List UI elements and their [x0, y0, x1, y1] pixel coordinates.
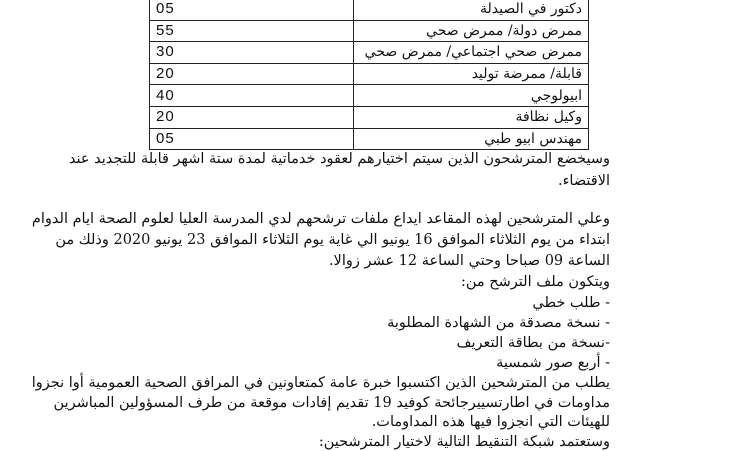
position-count: 20 [150, 63, 354, 85]
experience-paragraph-line: يطلب من المترشحين الذين اكتسبوا خبرة عامة كمتعاونين في المرافق الصحية العمومية أوا نجزوا [31, 375, 610, 391]
position-title: مهندس ابيو طبي [354, 128, 589, 150]
position-count: 05 [150, 0, 354, 20]
list-item: - طلب خطي [532, 295, 610, 311]
position-title: وكيل نظافة [354, 106, 589, 128]
position-title: ممرض صحي اجتماعي/ ممرض صحي [354, 42, 589, 64]
positions-table [149, 0, 589, 150]
table-row [150, 0, 589, 20]
experience-paragraph-line: للهيئات التي انجزوا فيها هذه المداومات. [371, 414, 610, 430]
position-count: 20 [150, 106, 354, 128]
position-title: دكتور في الصيدلة [354, 0, 589, 20]
position-count: 55 [150, 20, 354, 42]
position-title: ممرض دولة/ ممرض صحي [354, 20, 589, 42]
deposit-paragraph-line: وعلي المترشحين لهذه المقاعد ايداع ملفات ترشحهم لدي المدرسة العليا لعلوم الصحة ايام الدوام [31, 211, 610, 227]
table-row [150, 42, 589, 64]
grading-intro: وستعتمد شبكة التنقيط التالية لاختيار المترشحين: [318, 434, 610, 450]
deposit-paragraph-line: ابتداء من يوم الثلاثاء الموافق 16 يونيو الي غاية يوم الثلاثاء الموافق 23 يونيو 2020 وذلك من [55, 232, 610, 248]
experience-paragraph-line: مداومات في اطارتسييرجائحة كوفيد 19 تقديم إفادات موقعة من طرف المسؤولين المباشرين [53, 395, 610, 411]
table-row [150, 20, 589, 42]
position-title: قابلة/ ممرضة توليد [354, 63, 589, 85]
file-intro: ويتكون ملف الترشح من: [461, 274, 610, 290]
position-count: 05 [150, 128, 354, 150]
list-item: - نسخة مصدقة من الشهادة المطلوبة [387, 315, 610, 331]
position-count: 30 [150, 42, 354, 64]
list-item: - أربع صور شمسية [496, 355, 610, 371]
table-row [150, 128, 589, 150]
list-item: -نسخة من بطاقة التعريف [456, 335, 610, 351]
position-count: 40 [150, 85, 354, 107]
position-title: ابيولوجي [354, 85, 589, 107]
contract-paragraph-line: وسيخضع المترشحون الذين سيتم اختيارهم لعقود خدماتية لمدة ستة اشهر قابلة للتجديد عند [68, 151, 610, 167]
table-row [150, 106, 589, 128]
contract-paragraph-line: الاقتضاء. [557, 173, 610, 189]
deposit-paragraph-line: الساعة 09 صباحا وحتي الساعة 12 عشر زوالا. [328, 253, 610, 269]
table-row [150, 85, 589, 107]
table-row [150, 63, 589, 85]
